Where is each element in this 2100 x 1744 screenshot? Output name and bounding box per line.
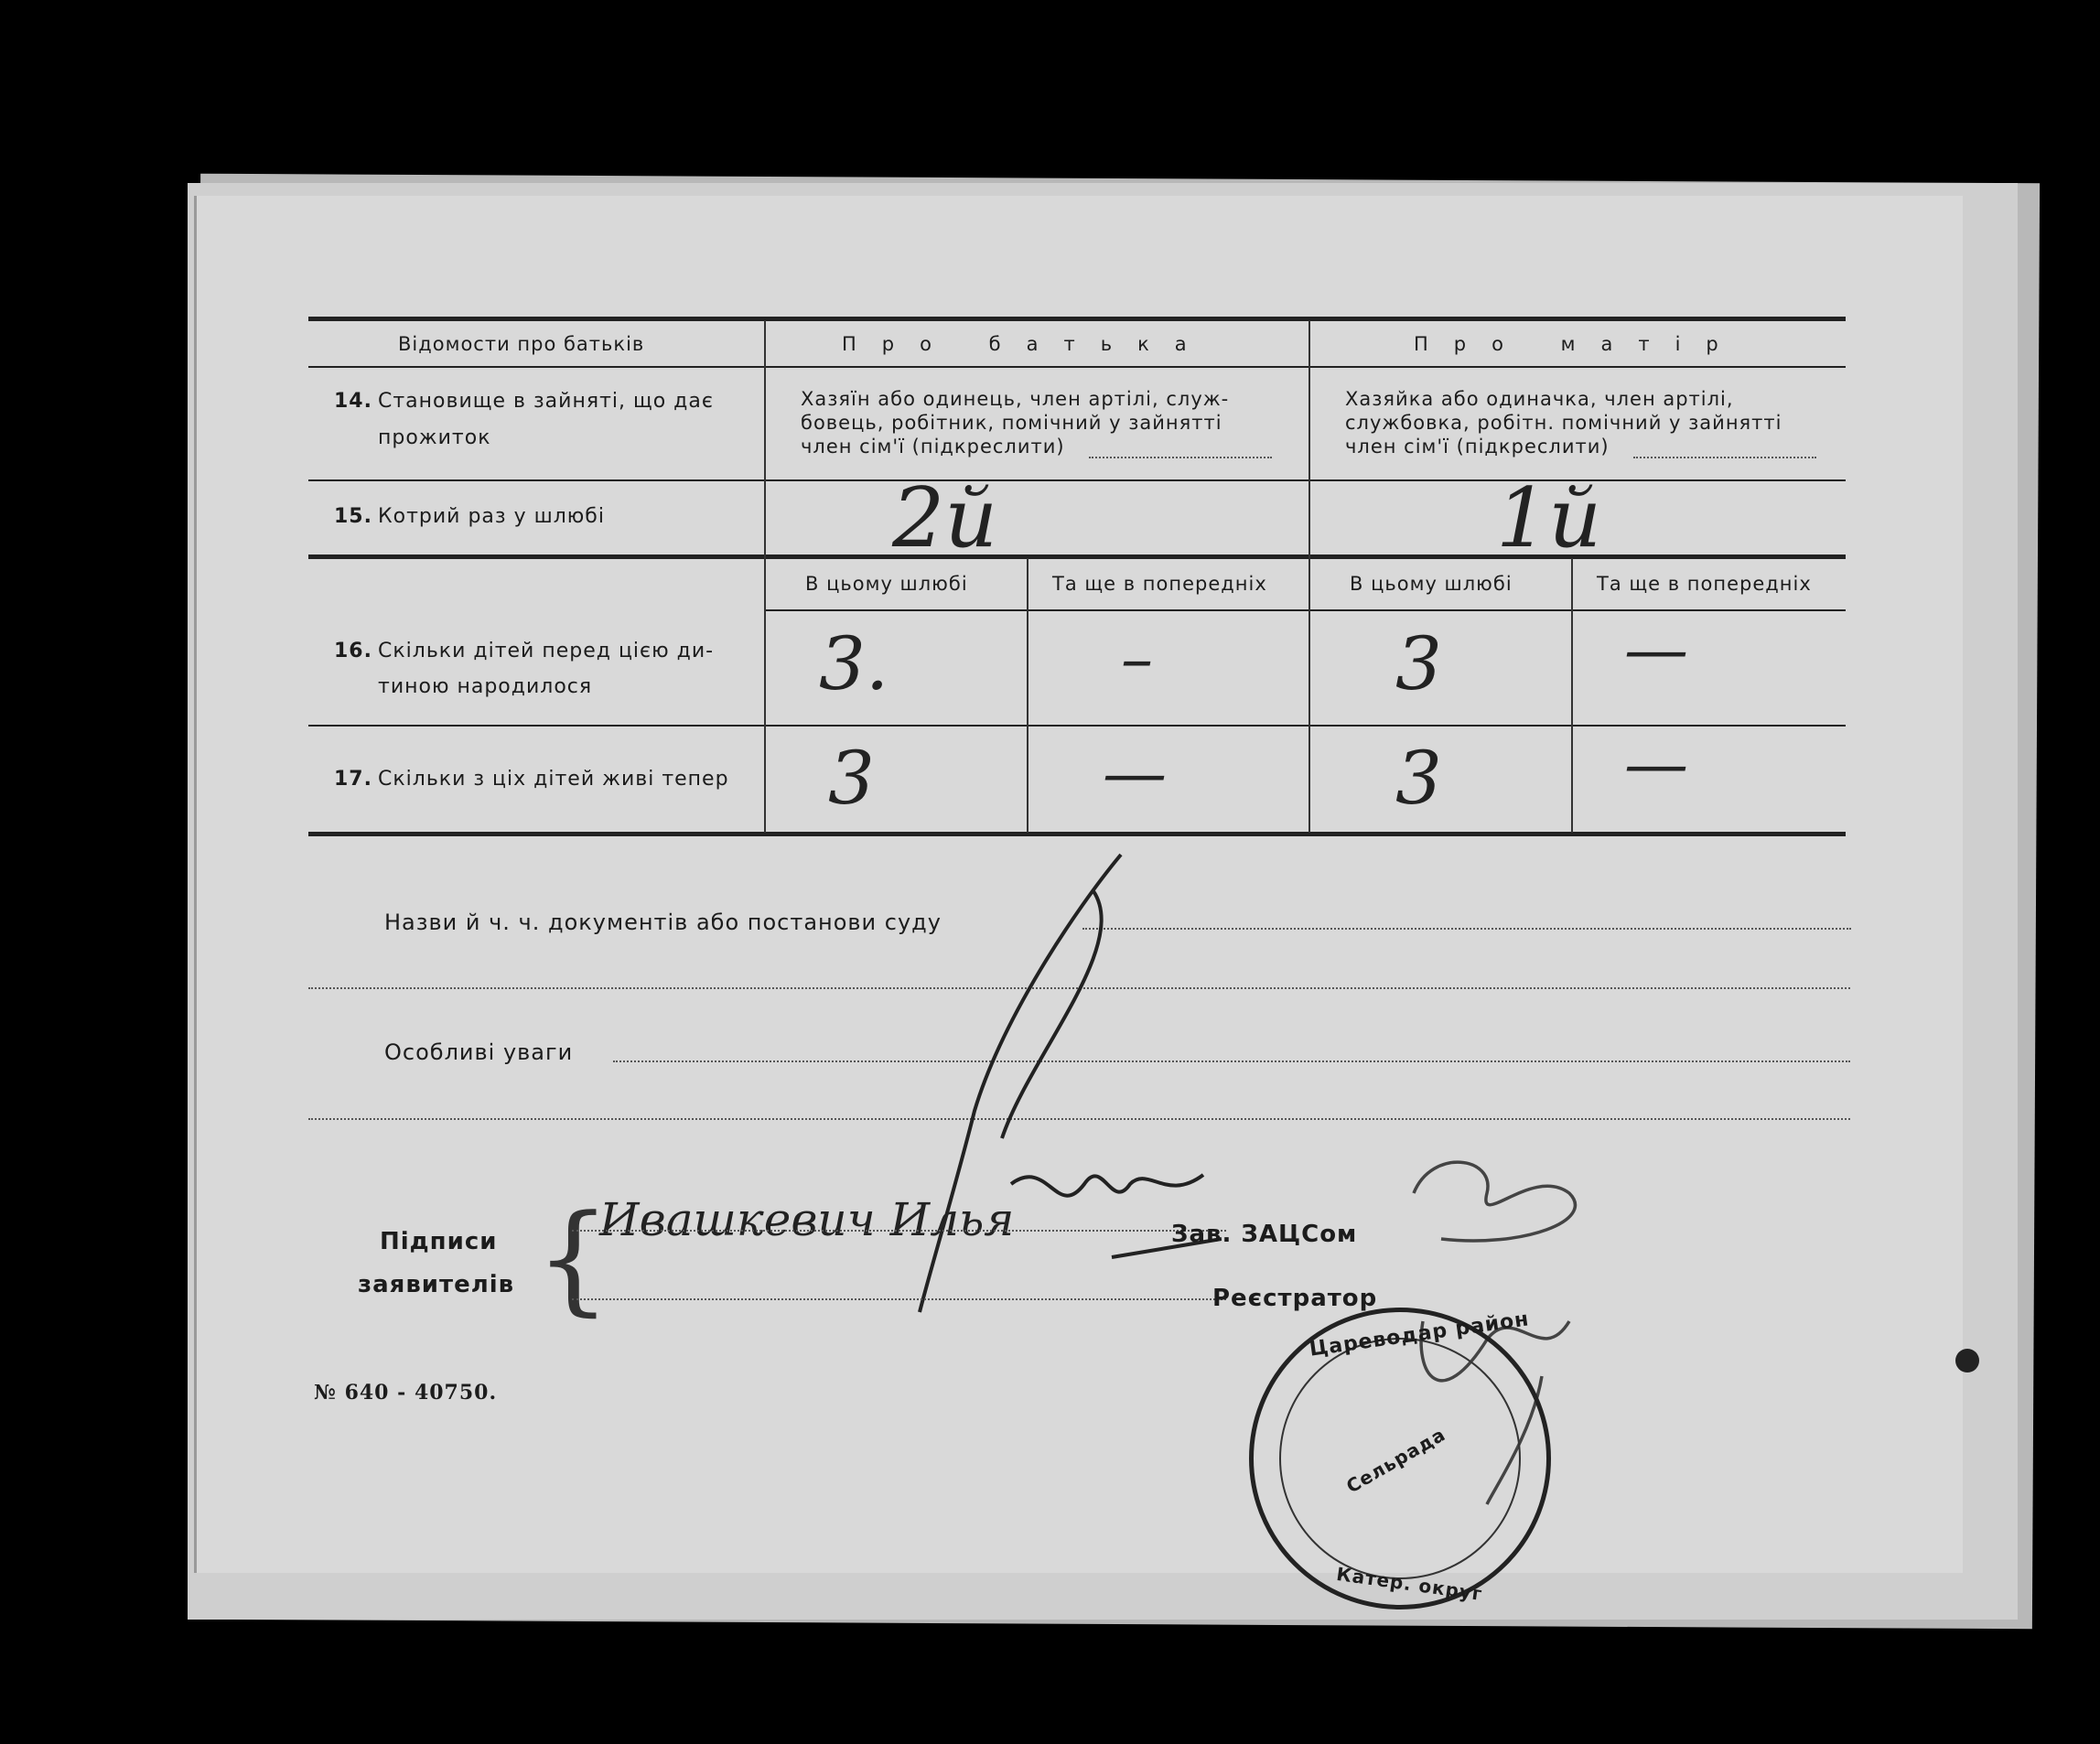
row16-rule bbox=[308, 725, 1846, 727]
signatures-label-2: заявителів bbox=[358, 1271, 515, 1298]
col-divider-1 bbox=[764, 320, 766, 833]
row16-label-2: тиною народилося bbox=[378, 675, 593, 698]
row14-label-2: прожиток bbox=[378, 426, 491, 449]
row15-father-value: 2й bbox=[892, 470, 998, 566]
binding-hole bbox=[1955, 1349, 1979, 1373]
row14-label-1: Становище в зайняті, що дає bbox=[378, 390, 714, 413]
row16-value-1: 3. bbox=[819, 621, 889, 706]
row14-mother-2: службовка, робітн. помічний у зайнятті bbox=[1345, 412, 1782, 434]
col-divider-father-sub bbox=[1027, 558, 1028, 833]
row14-number: 14. bbox=[334, 390, 372, 413]
row17-value-3: 3 bbox=[1395, 736, 1442, 821]
signatures-label-1: Підписи bbox=[380, 1228, 498, 1255]
row16-number: 16. bbox=[334, 640, 372, 662]
signature-line-1 bbox=[572, 1230, 1226, 1232]
row16-value-3: 3 bbox=[1395, 621, 1442, 706]
row14-father-2: бовець, робітник, помічний у зайнятті bbox=[801, 412, 1222, 434]
official-stamp bbox=[1249, 1308, 1551, 1609]
row17-value-2: — bbox=[1103, 736, 1167, 811]
subheader-previous-mother: Та ще в попередніх bbox=[1597, 573, 1812, 595]
header-father: Про батька bbox=[842, 333, 1212, 355]
row15-mother-value: 1й bbox=[1496, 470, 1602, 566]
documents-label: Назви й ч. ч. документів або постанови суду bbox=[384, 910, 942, 935]
document-sheet bbox=[194, 196, 1963, 1606]
row15-rule bbox=[308, 554, 1846, 559]
applicant-signature: Ивашкевич Илья bbox=[599, 1193, 1015, 1246]
header-rule bbox=[308, 366, 1846, 368]
row17-value-1: 3 bbox=[828, 736, 875, 821]
row14-mother-3: член сім'ї (підкреслити) bbox=[1345, 436, 1610, 458]
form-number: № 640 - 40750. bbox=[314, 1381, 498, 1405]
subheader-this-marriage-father: В цьому шлюбі bbox=[805, 573, 968, 595]
header-mother: Про матір bbox=[1414, 333, 1744, 355]
row14-rule bbox=[308, 479, 1846, 481]
row16-value-2: – bbox=[1121, 621, 1153, 696]
row17-number: 17. bbox=[334, 768, 372, 791]
stamp-text-top: Цареводар район bbox=[1308, 1308, 1531, 1362]
registrar-title: Реєстратор bbox=[1212, 1285, 1378, 1312]
subheader-rule bbox=[766, 609, 1846, 611]
col-divider-mother-sub bbox=[1571, 558, 1573, 833]
handwritten-scribble bbox=[892, 836, 1222, 1349]
row17-label: Скільки з ціх дітей живі тепер bbox=[378, 768, 729, 791]
subheader-this-marriage-mother: В цьому шлюбі bbox=[1350, 573, 1513, 595]
row14-mother-dots bbox=[1633, 457, 1816, 458]
col-divider-2 bbox=[1308, 320, 1310, 833]
remarks-label: Особливі уваги bbox=[384, 1039, 574, 1065]
row15-number: 15. bbox=[334, 505, 372, 528]
row14-mother-1: Хазяйка або одиначка, член артілі, bbox=[1345, 388, 1734, 410]
row14-father-3: член сім'ї (підкреслити) bbox=[801, 436, 1065, 458]
row14-father-1: Хазяїн або одинець, член артілі, служ- bbox=[801, 388, 1230, 410]
signature-line-2 bbox=[572, 1298, 1226, 1300]
remarks-dots-1 bbox=[613, 1060, 1850, 1062]
row16-value-4: — bbox=[1624, 612, 1688, 687]
signatures-brace: { bbox=[535, 1189, 612, 1328]
stamp-text-bottom: Катер. округ bbox=[1335, 1562, 1484, 1606]
table-top-rule bbox=[308, 317, 1846, 321]
head-title: Зав. ЗАЦСом bbox=[1171, 1221, 1358, 1248]
row15-label: Котрий раз у шлюбі bbox=[378, 505, 605, 528]
stamp-text-center: Сельрада bbox=[1342, 1423, 1449, 1498]
row16-label-1: Скільки дітей перед цією ди- bbox=[378, 640, 715, 662]
row14-father-dots bbox=[1089, 457, 1272, 458]
row17-value-4: — bbox=[1624, 727, 1688, 802]
header-info: Відомости про батьків bbox=[398, 333, 645, 355]
subheader-previous-father: Та ще в попередніх bbox=[1052, 573, 1267, 595]
